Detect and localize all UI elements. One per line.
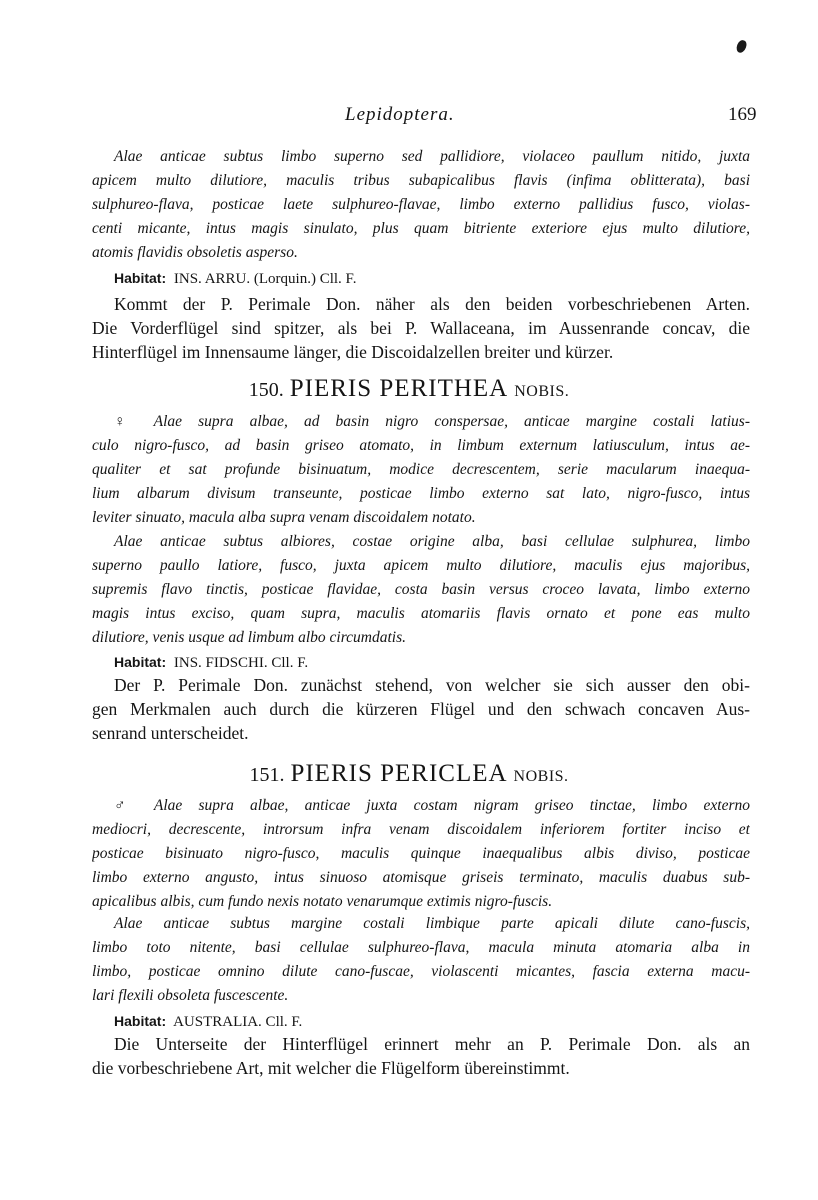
text-line: Kommt der P. Perimale Don. näher als den beiden vorbeschriebenen Arten.: [114, 294, 750, 314]
species-number: 151.: [249, 764, 285, 786]
text-line: dilutiore, venis usque ad limbum albo circumdatis.: [92, 629, 406, 646]
text-line: sulphureo-flava, posticae laete sulphureo-flavae, limbo externo pallidius fusco, violas-: [92, 196, 750, 213]
species-heading-151: [0, 760, 818, 788]
habitat-text: INS. ARRU. (Lorquin.) Cll. F.: [173, 271, 357, 287]
text-line: limbo externo angusto, intus sinuoso atomisque griseis terminato, maculis duabus sub-: [92, 869, 750, 886]
habitat-line: [92, 1009, 750, 1033]
species-150-habitat: [92, 650, 750, 674]
text-line: magis intus exciso, quam supra, maculis atomariis flavis ornato et pone eas multo: [92, 605, 750, 622]
text-line: atomis flavidis obsoletis asperso.: [92, 244, 298, 261]
intro-latin-paragraph: [92, 145, 750, 265]
text-line: Alae anticae subtus albiores, costae origine alba, basi cellulae sulphurea, limbo: [114, 533, 750, 550]
text-line: die vorbeschriebene Art, mit welcher die Flügelform übereinstimmt.: [92, 1058, 570, 1078]
species-author: NOBIS.: [513, 768, 569, 785]
habitat-text: AUSTRALIA. Cll. F.: [173, 1014, 303, 1030]
species-author: NOBIS.: [514, 383, 570, 400]
text-line: lium albarum divisum transeunte, posticae limbo externo sat lato, nigro-fusco, intus: [92, 485, 750, 502]
ink-speck: [735, 39, 748, 54]
intro-german-paragraph: [92, 292, 750, 364]
text-line: superno paullo latiore, fusco, juxta apicem multo dilutiore, maculis ejus majoribus,: [92, 557, 750, 574]
text-line: gen Merkmalen auch durch die kürzeren Flügel und den schwach concaven Aus-: [92, 699, 750, 719]
species-heading-150: [0, 375, 818, 403]
text-line: Alae anticae subtus limbo superno sed pallidiore, violaceo paullum nitido, juxta: [114, 148, 750, 165]
species-name: PIERIS PERICLEA: [290, 760, 508, 787]
habitat-label: Habitat:: [114, 654, 167, 670]
species-151-upperside: [92, 794, 750, 914]
page-header: [0, 104, 818, 132]
habitat-label: Habitat:: [114, 270, 167, 286]
text-line: lari flexili obsoleta fuscescente.: [92, 987, 289, 1004]
species-number: 150.: [248, 379, 284, 401]
text-line: Die Vorderflügel sind spitzer, als bei P. Wallaceana, im Aussenrande concav, die: [92, 318, 750, 338]
habitat-line: [92, 650, 750, 674]
text-line: limbo, posticae omnino dilute cano-fuscae, violascenti micantes, fascia externa macu-: [92, 963, 750, 980]
text-line: culo nigro-fusco, ad basin griseo atomato, in limbum externum latiusculum, intus ae-: [92, 437, 750, 454]
species-150-underside: [92, 530, 750, 650]
text-line: Alae anticae subtus margine costali limbique parte apicali dilute cano-fuscis,: [114, 915, 750, 932]
text-line: centi micante, intus magis sinulato, plus quam bitriente exteriore ejus multo dilutiore,: [92, 220, 750, 237]
page-number: 169: [728, 104, 757, 125]
text-line: ♂ Alae supra albae, anticae juxta costam nigram griseo tinctae, limbo externo: [114, 797, 750, 814]
intro-habitat: [92, 266, 750, 290]
text-line: Hinterflügel im Innensaume länger, die Discoidalzellen breiter und kürzer.: [92, 342, 614, 362]
habitat-label: Habitat:: [114, 1013, 167, 1029]
running-title: Lepidoptera.: [345, 104, 455, 125]
text-line: senrand unterscheidet.: [92, 723, 249, 743]
text-line: apicalibus albis, cum fundo nexis notato venarumque extimis nigro-fuscis.: [92, 893, 553, 910]
habitat-text: INS. FIDSCHI. Cll. F.: [173, 655, 309, 671]
text-line: Die Unterseite der Hinterflügel erinnert mehr an P. Perimale Don. als an: [114, 1034, 750, 1054]
text-line: posticae bisinuato nigro-fusco, maculis quinque inaequalibus albis diviso, posticae: [92, 845, 750, 862]
text-line: leviter sinuato, macula alba supra venam discoidalem notato.: [92, 509, 476, 526]
species-150-upperside: [92, 410, 750, 530]
text-line: supremis flavo tinctis, posticae flavidae, costa basin versus croceo lavata, limbo externo: [92, 581, 750, 598]
text-line: Der P. Perimale Don. zunächst stehend, von welcher sie sich ausser den obi-: [114, 675, 750, 695]
habitat-line: [92, 266, 750, 290]
text-line: apicem multo dilutiore, maculis tribus subapicalibus flavis (infima oblitterata), basi: [92, 172, 750, 189]
text-line: mediocri, decrescente, introrsum infra venam discoidalem inferiorem fortiter inciso et: [92, 821, 750, 838]
species-150-german: [92, 673, 750, 745]
species-name: PIERIS PERITHEA: [289, 375, 509, 402]
text-line: qualiter et sat profunde bisinuatum, modice decrescentem, serie macularum inaequa-: [92, 461, 750, 478]
text-line: ♀ Alae supra albae, ad basin nigro conspersae, anticae margine costali latius-: [114, 413, 750, 430]
species-151-habitat: [92, 1009, 750, 1033]
text-line: limbo toto nitente, basi cellulae sulphureo-flava, macula minuta atomaria alba in: [92, 939, 750, 956]
species-151-underside: [92, 912, 750, 1008]
species-151-german: [92, 1032, 750, 1080]
